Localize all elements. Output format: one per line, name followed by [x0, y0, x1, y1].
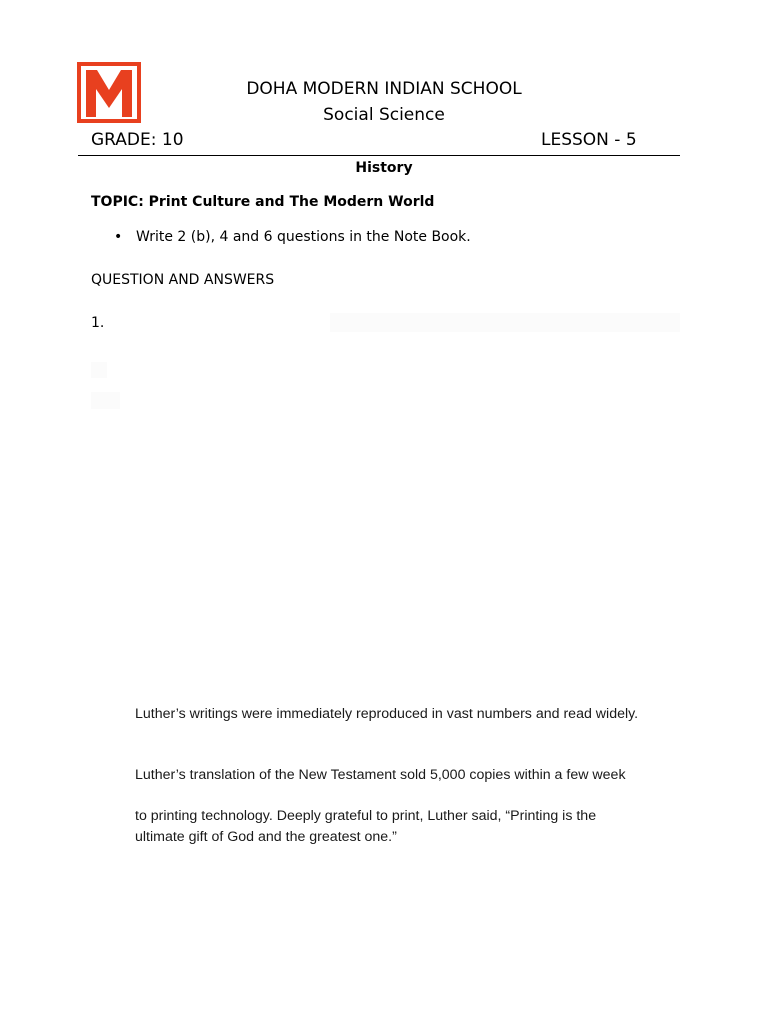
answer-line: Luther’s writings were immediately reproduced in vast numbers and read widely.: [135, 706, 639, 722]
qa-heading: QUESTION AND ANSWERS: [91, 272, 275, 288]
bullet-icon: •: [114, 229, 123, 245]
instruction-item: Write 2 (b), 4 and 6 questions in the Note Book.: [136, 229, 471, 245]
redacted-block: [91, 392, 120, 409]
question-number: 1.: [91, 315, 105, 331]
subject-title: Social Science: [323, 105, 445, 125]
topic-title: TOPIC: Print Culture and The Modern World: [91, 194, 435, 210]
section-title: History: [355, 160, 413, 176]
school-name: DOHA MODERN INDIAN SCHOOL: [246, 79, 522, 99]
answer-line: ultimate gift of God and the greatest one.”: [135, 829, 397, 845]
redacted-block: [330, 313, 680, 332]
header-divider: [78, 155, 680, 156]
grade-label: GRADE: 10: [91, 130, 184, 150]
redacted-block: [91, 362, 107, 378]
lesson-label: LESSON - 5: [541, 130, 637, 150]
answer-line: Luther’s translation of the New Testament sold 5,000 copies within a few week: [135, 767, 626, 783]
answer-line: to printing technology. Deeply grateful to print, Luther said, “Printing is the: [135, 808, 597, 824]
